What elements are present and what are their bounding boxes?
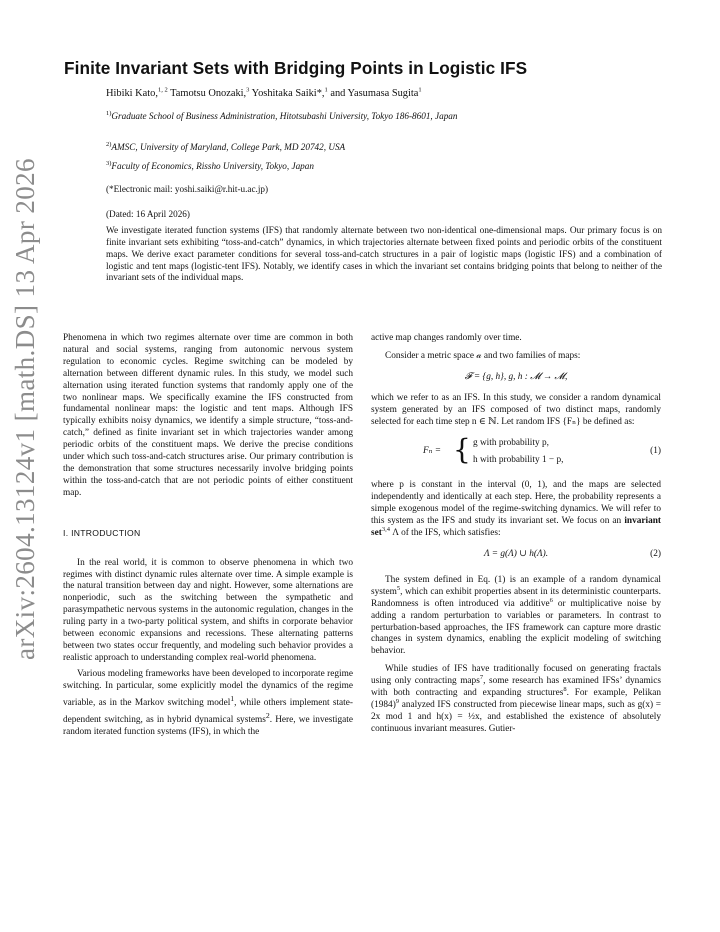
equation-maps: 𝓕 = {g, h}, g, h : 𝓜 → 𝓜, [464, 371, 568, 382]
citation-ref: 1 [230, 693, 235, 703]
right-column [371, 333, 661, 736]
intro-paragraph-1: In the real world, it is common to observe phenomena in which two regimes with distinct dynamic rules alternate over time. A simple example is the natural transition between day and night. However, some alternations are nonperiodic, such as the switching between the sympathetic and parasympathetic nervous systems in the autonomic regulation, changes in the ruling party in a two-party political system, and shifts in corporate behavior between economic expansions and recessions. These alternating patterns between two states occur frequently, and modeling such behavior provides a realistic approach to understanding complex real-world phenomena. [63, 557, 353, 663]
citation-ref: 7 [479, 674, 484, 682]
equation-1-lhs: Fₙ = [423, 446, 442, 457]
right-paragraph-4: The system defined in Eq. (1) is an example of a random dynamical system$^5$, which can exhibit properties absent in its deterministic counterparts. Randomness is often introduced via additive$^6$ or multiplicative noise by adding a random perturbation to variables or parameters. In contrast to perturbation-based approaches, the IFS framework can capture more drastic changes in system dynamics, enabling the explicit modeling of switching behavior. [371, 574, 661, 657]
left-column [63, 333, 353, 738]
author-name: Yoshitaka Saiki*, [251, 88, 325, 99]
right-paragraph-2: which we refer to as an IFS. In this study, we consider a random dynamical system generated by an IFS composed of two distinct maps, randomly selected for each time step n ∈ ℕ. Let random IFS {Fₙ} be defined as: [371, 392, 661, 427]
author-affiliation-mark: 1, 2 [157, 86, 168, 94]
contact-email: (*Electronic mail: yoshi.saiki@r.hit-u.ac.jp) [106, 184, 269, 194]
affiliation-text: Faculty of Economics, Rissho University, Tokyo, Japan [111, 161, 314, 171]
arxiv-sidebar-label: arXiv:2604.13124v1 [math.DS] 13 Apr 2026 [10, 158, 40, 660]
equation-2 [371, 549, 661, 561]
author-affiliation-mark: 3 [246, 86, 250, 94]
affiliation [106, 160, 506, 172]
bold-term: invariant set [371, 516, 661, 539]
affiliation [106, 141, 506, 153]
author-name: and Yasumasa Sugita [330, 88, 419, 99]
equation-2-body: Λ = g(Λ) ∪ h(Λ). [483, 548, 549, 559]
date-line: (Dated: 16 April 2026) [106, 209, 190, 219]
citation-ref: 3,4 [381, 525, 390, 533]
right-paragraph-0: active map changes randomly over time. [371, 333, 522, 343]
intro-paragraph-2: Various modeling frameworks have been developed to incorporate regime switching. In particular, some explicitly model the dynamics of the regime variable, as in the Markov switching model$^1$, while others implement state-dependent switching, as in hybrid dynamical systems$^2$. Here, we investigate random iterated function systems (IFS), in which the [63, 668, 353, 737]
right-paragraph-3: where p is constant in the interval (0, 1), and the maps are selected independently and identically at each step. Here, the probability represents a simple exogenous model of the regime-switching dynamics. We will refer to this system as the IFS and study its invariant set. We focus on an invariant set$^{3,4}$ Λ of the IFS, which satisfies: [371, 480, 661, 539]
equation-1-case-2: h with probability 1 − p, [473, 455, 564, 466]
section-heading: I. INTRODUCTION [63, 527, 141, 538]
affiliation-mark: 2) [106, 140, 112, 148]
author-affiliation-mark: 1 [324, 86, 328, 94]
author-name: Tamotsu Onozaki, [170, 88, 247, 99]
equation-number: (2) [650, 548, 661, 559]
brace-symbol: { [453, 433, 471, 467]
author-affiliation-mark: 1 [418, 86, 422, 94]
abstract: We investigate iterated function systems (IFS) that randomly alternate between two non-identical one-dimensional maps. Our primary focus is on finite invariant sets exhibiting “toss-and-catch” dynamics, in which trajectories alternate between fixed points and periodic orbits of the constituent maps. We derive exact parameter conditions for several toss-and-catch structures in a pair of logistic maps (logistic IFS) and a combination of logistic and tent maps (logistic-tent IFS). Notably, we identify cases in which the invariant set contains bridging points that belong to neither of the invariant sets of the individual maps. [106, 226, 662, 284]
author-name: Hibiki Kato, [106, 88, 158, 99]
citation-ref: 9 [395, 697, 400, 705]
affiliation [106, 110, 506, 122]
citation-ref: 2 [265, 710, 270, 720]
citation-ref: 5 [396, 584, 401, 592]
affiliation-text: AMSC, University of Maryland, College Park, MD 20742, USA [111, 142, 346, 152]
affiliation-text: Graduate School of Business Administration, Hitotsubashi University, Tokyo 186-8601, Japan [111, 111, 458, 121]
right-paragraph-5: While studies of IFS have traditionally focused on generating fractals using only contracting maps$^7$, some research has examined IFSs’ dynamics with both contracting and expanding structures$^8$. For example, Pelikan $(1984)^9$ analyzed IFS constructed from piecewise linear maps, such as g(x) = 2x mod 1 and h(x) = ½x, and established the existence of absolutely continuous invariant measures. Gutier- [371, 664, 662, 734]
affiliation-mark: 1) [106, 109, 112, 117]
citation-ref: 6 [549, 596, 553, 604]
equation-1 [371, 433, 661, 472]
citation-ref: 8 [563, 685, 567, 693]
affiliation-mark: 3) [106, 159, 112, 167]
right-paragraph-1: Consider a metric space 𝒶 and two families of maps: [385, 350, 581, 361]
equation-1-case-1: g with probability p, [473, 438, 549, 449]
lead-paragraph: Phenomena in which two regimes alternate over time are common in both natural and social systems, ranging from autonomic nervous system regulation to economic cycles. Regime switching can be modeled by alternation between different dynamic rules. In this study, we model such alternation using iterated function systems that randomly apply one of the two nonlinear maps. We specifically examine the IFS constructed from fundamental nonlinear maps: the logistic and tent maps. Although IFS typically exhibits noisy dynamics, we identify a simple structure, “toss-and-catch,” defined as finite invariant set in which trajectories wander among periodic orbits of the constituent maps. We derive the precise conditions under which such toss-and-catch structures arise. Our primary contribution is the demonstration that some structures necessarily involve bridging points within the toss-and-catch that are not periodic points of either constituent map. [63, 333, 353, 498]
author-list [106, 88, 422, 99]
equation-number: (1) [650, 446, 661, 457]
paper-title: Finite Invariant Sets with Bridging Points in Logistic IFS [64, 58, 528, 78]
